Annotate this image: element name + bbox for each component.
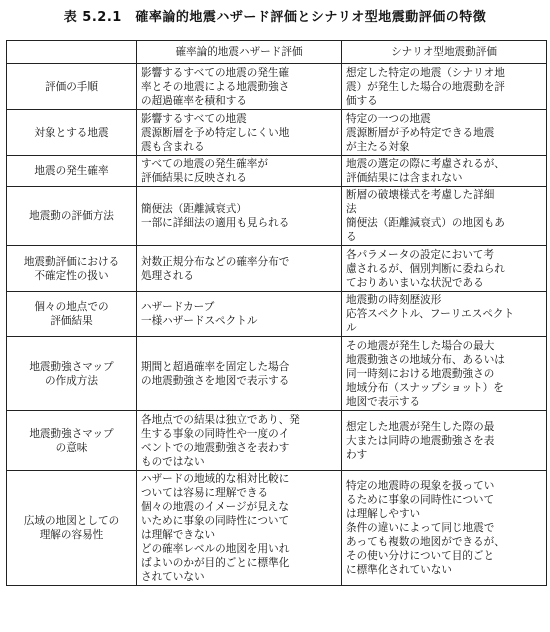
probabilistic-cell-line: ハザードカーブ bbox=[141, 301, 215, 313]
scenario-cell-line: 想定した特定の地震（シナリオ地 bbox=[346, 66, 505, 79]
probabilistic-cell bbox=[137, 471, 342, 586]
scenario-cell bbox=[342, 156, 547, 187]
scenario-cell bbox=[342, 110, 547, 156]
table-title: 表 5.2.1 確率論的地震ハザード評価とシナリオ型地震動評価の特徴 bbox=[63, 10, 487, 25]
row-label-line: の作成方法 bbox=[45, 374, 98, 387]
scenario-cell bbox=[342, 292, 547, 337]
row-label bbox=[7, 411, 137, 471]
table-row bbox=[7, 246, 547, 292]
probabilistic-cell-line: 対数正規分布などの確率分布で bbox=[141, 255, 290, 268]
scenario-cell-line: その地震が発生した場合の最大 bbox=[346, 339, 495, 352]
table-row bbox=[7, 156, 547, 187]
scenario-cell-line: 断層の破壊様式を考慮した詳細 bbox=[346, 189, 495, 201]
scenario-cell bbox=[342, 187, 547, 246]
probabilistic-cell bbox=[137, 110, 342, 156]
table-body bbox=[7, 64, 547, 586]
scenario-cell-line: るために事象の同時性について bbox=[346, 494, 495, 506]
probabilistic-cell bbox=[137, 292, 342, 337]
scenario-cell-line: 地震動の時刻歴波形 bbox=[346, 294, 442, 306]
table-row bbox=[7, 471, 547, 586]
row-label-line: 不確定性の扱い bbox=[34, 269, 109, 282]
row-label bbox=[7, 292, 137, 337]
scenario-cell-line: 評価結果には含まれない bbox=[346, 172, 463, 184]
scenario-cell-line: 価する bbox=[346, 94, 378, 107]
probabilistic-cell-line: 影響するすべての地震の発生確 bbox=[141, 66, 290, 79]
row-label-line: 評価の手順 bbox=[45, 80, 98, 93]
probabilistic-cell bbox=[137, 64, 342, 110]
row-label bbox=[7, 246, 137, 292]
scenario-cell-line: 応答スペクトル、フーリエスペクト bbox=[346, 308, 515, 320]
header-probabilistic: 確率論的地震ハザード評価 bbox=[137, 41, 342, 64]
probabilistic-cell-line: ばよいのかが目的ごとに標準化 bbox=[141, 557, 290, 569]
probabilistic-cell-line: ベントでの地震動強さを表わす bbox=[141, 441, 290, 454]
probabilistic-cell-line: 一部に詳細法の適用も見られる bbox=[141, 217, 290, 229]
scenario-cell-line: に標準化されていない bbox=[346, 564, 452, 576]
scenario-cell-line: 同一時刻における地震動強さの bbox=[346, 367, 495, 380]
row-label-line: 地震動強さマップ bbox=[29, 427, 114, 440]
row-label-line: 対象とする地震 bbox=[34, 126, 109, 139]
table-row bbox=[7, 110, 547, 156]
header-row bbox=[7, 41, 547, 64]
scenario-cell-line: 条件の違いによって同じ地震で bbox=[346, 522, 495, 534]
scenario-cell-line: あっても複数の地図ができるが、 bbox=[346, 536, 505, 548]
probabilistic-cell-line: 評価結果に反映される bbox=[141, 172, 247, 184]
scenario-cell-line: ておりあいまいな状況である bbox=[346, 276, 484, 289]
row-label bbox=[7, 471, 137, 586]
probabilistic-cell-line: 期間と超過確率を固定した場合 bbox=[141, 360, 290, 373]
table-row bbox=[7, 292, 547, 337]
probabilistic-cell-line: 簡便法（距離減衰式） bbox=[141, 203, 247, 215]
probabilistic-cell-line: いために事象の同時性について bbox=[141, 515, 290, 527]
scenario-cell-line: わす bbox=[346, 448, 368, 461]
scenario-cell-line: 地震動強さの地域分布、あるいは bbox=[346, 353, 505, 366]
scenario-cell-line: 法 bbox=[346, 203, 357, 215]
row-label bbox=[7, 64, 137, 110]
scenario-cell-line: その使い分けについて目的ごと bbox=[346, 550, 495, 562]
table-row bbox=[7, 187, 547, 246]
scenario-cell-line: 震）が発生した場合の地震動を評 bbox=[346, 80, 505, 93]
scenario-cell-line: ル bbox=[346, 322, 357, 334]
row-label-line: 広域の地図としての bbox=[23, 515, 120, 527]
probabilistic-cell-line: 一様ハザードスペクトル bbox=[141, 315, 258, 327]
row-label-line: 地震動の評価方法 bbox=[29, 210, 114, 222]
scenario-cell bbox=[342, 337, 547, 411]
scenario-cell-line: 震源断層が予め特定できる地震 bbox=[346, 126, 495, 139]
scenario-cell-line: 特定の一つの地震 bbox=[346, 112, 431, 125]
scenario-cell bbox=[342, 246, 547, 292]
feature-comparison-table bbox=[6, 40, 547, 586]
probabilistic-cell-line: 個々の地震のイメージが見えな bbox=[141, 501, 289, 513]
row-label bbox=[7, 110, 137, 156]
probabilistic-cell-line: どの確率レベルの地図を用いれ bbox=[141, 543, 290, 555]
probabilistic-cell bbox=[137, 187, 342, 246]
scenario-cell-line: 慮されるが、個別判断に委ねられ bbox=[346, 262, 505, 275]
probabilistic-cell-line: すべての地震の発生確率が bbox=[141, 158, 268, 170]
probabilistic-cell-line: は理解できない bbox=[141, 529, 216, 541]
probabilistic-cell-line: の超過確率を積和する bbox=[141, 94, 247, 107]
scenario-cell-line: 各パラメータの設定において考 bbox=[346, 248, 494, 261]
header-corner bbox=[7, 41, 137, 64]
probabilistic-cell-line: 生する事象の同時性や一度のイ bbox=[141, 427, 290, 440]
scenario-cell-line: 簡便法（距離減衰式）の地図もあ bbox=[346, 217, 505, 229]
row-label-line: 地震動評価における bbox=[23, 255, 120, 268]
scenario-cell-line: 地震の選定の際に考慮されるが、 bbox=[346, 158, 505, 170]
probabilistic-cell bbox=[137, 246, 342, 292]
probabilistic-cell-line: ものではない bbox=[141, 455, 205, 468]
scenario-cell-line: が主たる対象 bbox=[346, 140, 410, 153]
scenario-cell-line: 地域分布（スナップショット）を bbox=[346, 381, 504, 394]
row-label-line: 個々の地点での bbox=[34, 301, 109, 313]
scenario-cell-line: 地図で表示する bbox=[346, 395, 421, 408]
row-label-line: 地震動強さマップ bbox=[29, 360, 114, 373]
probabilistic-cell bbox=[137, 337, 342, 411]
row-label-line: 理解の容易性 bbox=[39, 529, 104, 541]
probabilistic-cell-line: 震も含まれる bbox=[141, 140, 205, 153]
row-label-line: 地震の発生確率 bbox=[34, 165, 109, 177]
scenario-cell bbox=[342, 64, 547, 110]
row-label bbox=[7, 187, 137, 246]
probabilistic-cell-line: 震源断層を予め特定しにくい地 bbox=[141, 126, 290, 139]
scenario-cell-line: 想定した地震が発生した際の最 bbox=[346, 420, 495, 433]
scenario-cell bbox=[342, 411, 547, 471]
probabilistic-cell-line: の地震動強さを地図で表示する bbox=[141, 374, 290, 387]
row-label bbox=[7, 337, 137, 411]
header-scenario: シナリオ型地震動評価 bbox=[342, 41, 547, 64]
table-row bbox=[7, 64, 547, 110]
row-label-line: 評価結果 bbox=[50, 315, 93, 327]
scenario-cell bbox=[342, 471, 547, 586]
probabilistic-cell bbox=[137, 156, 342, 187]
scenario-cell-line: る bbox=[346, 231, 357, 243]
row-label-line: の意味 bbox=[55, 441, 88, 454]
scenario-cell-line: 大または同時の地震動強さを表 bbox=[346, 434, 495, 447]
scenario-cell-line: は理解しやすい bbox=[346, 508, 421, 520]
probabilistic-cell-line: 各地点での結果は独立であり、発 bbox=[141, 413, 300, 426]
probabilistic-cell bbox=[137, 411, 342, 471]
row-label bbox=[7, 156, 137, 187]
probabilistic-cell-line: 率とその地震による地震動強さ bbox=[141, 80, 290, 93]
probabilistic-cell-line: ついては容易に理解できる bbox=[141, 487, 269, 499]
scenario-cell-line: 特定の地震時の現象を扱ってい bbox=[346, 480, 495, 492]
probabilistic-cell-line: 影響するすべての地震 bbox=[141, 112, 247, 125]
table-row bbox=[7, 411, 547, 471]
probabilistic-cell-line: されていない bbox=[141, 571, 205, 583]
table-row bbox=[7, 337, 547, 411]
probabilistic-cell-line: 処理される bbox=[141, 269, 194, 282]
probabilistic-cell-line: ハザードの地域的な相対比較に bbox=[141, 473, 290, 485]
